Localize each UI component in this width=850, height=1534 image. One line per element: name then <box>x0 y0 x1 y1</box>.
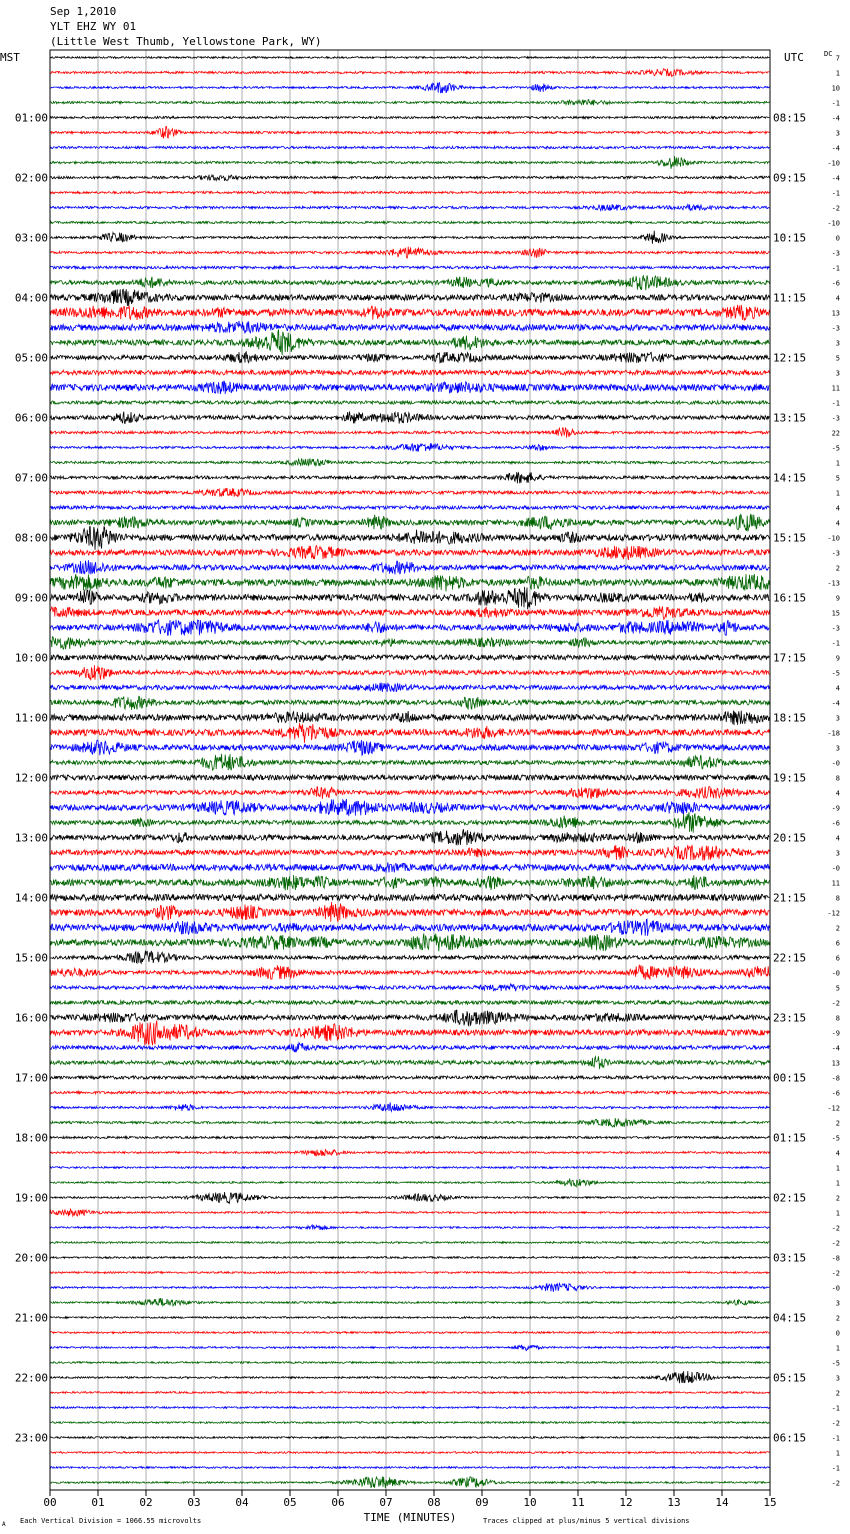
dc-offset-label-68: -8 <box>831 1074 840 1083</box>
trace-22 <box>50 381 769 394</box>
mst-hour-label: 04:00 <box>14 291 48 305</box>
mst-hour-label: 01:00 <box>14 111 48 125</box>
dc-offset-label-45: -18 <box>827 729 840 738</box>
trace-81 <box>50 1272 769 1274</box>
mst-hour-label: 19:00 <box>14 1191 48 1205</box>
utc-hour-label: 02:15 <box>773 1191 807 1205</box>
trace-9 <box>50 191 769 193</box>
dc-offset-label-31: 4 <box>835 519 840 528</box>
utc-hour-label: 01:15 <box>773 1131 807 1145</box>
trace-29 <box>50 488 769 497</box>
x-tick-label-02: 02 <box>139 1496 153 1509</box>
x-tick-label-07: 07 <box>379 1496 393 1509</box>
dc-offset-label-3: -1 <box>831 99 840 108</box>
trace-28 <box>50 472 769 484</box>
trace-33 <box>50 546 769 560</box>
dc-offset-label-34: 2 <box>835 564 840 573</box>
utc-hour-label: 19:15 <box>773 771 807 785</box>
trace-85 <box>50 1332 769 1334</box>
dc-offset-label-1: 1 <box>835 69 840 78</box>
trace-3 <box>50 100 769 106</box>
trace-53 <box>50 845 769 861</box>
trace-68 <box>50 1076 769 1079</box>
trace-35 <box>50 574 769 591</box>
mst-zone-label: MST <box>0 51 20 64</box>
trace-54 <box>50 862 769 872</box>
trace-49 <box>50 787 769 799</box>
mst-hour-label: 11:00 <box>14 711 48 725</box>
x-tick-label-00: 00 <box>43 1496 57 1509</box>
mst-hour-label: 13:00 <box>14 831 48 845</box>
trace-13 <box>50 247 769 259</box>
mst-hour-label: 03:00 <box>14 231 48 245</box>
x-tick-label-09: 09 <box>475 1496 489 1509</box>
trace-8 <box>50 175 769 181</box>
dc-offset-label-56: 8 <box>835 894 840 903</box>
trace-71 <box>50 1118 769 1127</box>
dc-offset-label-2: 10 <box>831 84 840 93</box>
trace-36 <box>50 587 769 609</box>
dc-offset-label-39: -1 <box>831 639 840 648</box>
dc-offset-label-40: 9 <box>835 654 840 663</box>
mst-hour-label: 10:00 <box>14 651 48 665</box>
trace-90 <box>50 1407 769 1409</box>
utc-zone-label: UTC <box>784 51 804 64</box>
dc-offset-label-8: -4 <box>831 174 840 183</box>
dc-offset-label-73: 4 <box>835 1149 840 1158</box>
x-tick-label-10: 10 <box>523 1496 537 1509</box>
seismic-traces <box>50 57 769 1489</box>
utc-hour-label: 21:15 <box>773 891 807 905</box>
dc-offset-label-55: 11 <box>831 879 840 888</box>
trace-40 <box>50 655 769 660</box>
mst-hour-label: 21:00 <box>14 1311 48 1325</box>
dc-offset-label-50: -9 <box>831 804 840 813</box>
dc-offset-label-47: -0 <box>831 759 840 768</box>
dc-offset-label-66: -4 <box>831 1044 840 1053</box>
dc-offset-label-81: -2 <box>831 1269 840 1278</box>
dc-offset-label-41: -5 <box>831 669 840 678</box>
dc-offset-label-9: -1 <box>831 189 840 198</box>
trace-80 <box>50 1257 769 1259</box>
dc-offset-label-58: 2 <box>835 924 840 933</box>
mst-hour-label: 15:00 <box>14 951 48 965</box>
dc-offset-label-59: 6 <box>835 939 840 948</box>
utc-hour-label: 22:15 <box>773 951 807 965</box>
trace-0 <box>50 57 769 59</box>
utc-hour-label: 16:15 <box>773 591 807 605</box>
trace-83 <box>50 1298 769 1306</box>
utc-hour-label: 14:15 <box>773 471 807 485</box>
dc-offset-label-84: 2 <box>835 1314 840 1323</box>
dc-offset-label-38: -3 <box>831 624 840 633</box>
trace-91 <box>50 1422 769 1424</box>
dc-offset-label-11: -10 <box>827 219 840 228</box>
trace-70 <box>50 1103 769 1112</box>
trace-23 <box>50 401 769 405</box>
dc-offset-label-76: 2 <box>835 1194 840 1203</box>
dc-offset-label-21: 3 <box>835 369 840 378</box>
dc-offset-label-10: -2 <box>831 204 840 213</box>
mst-hour-label: 05:00 <box>14 351 48 365</box>
dc-offset-label-27: 1 <box>835 459 840 468</box>
dc-offset-label-67: 13 <box>831 1059 840 1068</box>
dc-offset-label-19: 3 <box>835 339 840 348</box>
dc-offset-label-30: 4 <box>835 504 840 513</box>
utc-hour-label: 04:15 <box>773 1311 807 1325</box>
dc-offset-label-80: -8 <box>831 1254 840 1263</box>
trace-41 <box>50 665 769 680</box>
mst-hour-label: 08:00 <box>14 531 48 545</box>
dc-offset-label-75: 1 <box>835 1179 840 1188</box>
trace-73 <box>50 1149 769 1156</box>
dc-offset-label-86: 1 <box>835 1344 840 1353</box>
trace-46 <box>50 740 769 755</box>
mst-hour-label: 02:00 <box>14 171 48 185</box>
dc-offset-label-44: 3 <box>835 714 840 723</box>
trace-93 <box>50 1452 769 1454</box>
mst-hour-label: 09:00 <box>14 591 48 605</box>
dc-offset-label-70: -12 <box>827 1104 840 1113</box>
dc-offset-label-43: -4 <box>831 699 840 708</box>
utc-hour-label: 12:15 <box>773 351 807 365</box>
dc-offset-label-89: 2 <box>835 1389 840 1398</box>
utc-hour-label: 13:15 <box>773 411 807 425</box>
mst-hour-label: 14:00 <box>14 891 48 905</box>
dc-offset-label-49: 4 <box>835 789 840 798</box>
dc-offset-label-82: -0 <box>831 1284 840 1293</box>
trace-57 <box>50 902 769 922</box>
dc-offset-label-53: 3 <box>835 849 840 858</box>
trace-56 <box>50 894 769 901</box>
trace-25 <box>50 428 769 438</box>
dc-offset-label-4: -4 <box>831 114 840 123</box>
trace-16 <box>50 289 769 306</box>
utc-hour-label: 09:15 <box>773 171 807 185</box>
x-tick-label-05: 05 <box>283 1496 297 1509</box>
trace-7 <box>50 156 769 169</box>
corner-mark: A <box>2 1521 6 1528</box>
trace-34 <box>50 560 769 574</box>
trace-38 <box>50 620 769 636</box>
trace-79 <box>50 1242 769 1244</box>
dc-offset-label-61: -0 <box>831 969 840 978</box>
utc-hour-label: 08:15 <box>773 111 807 125</box>
trace-31 <box>50 514 769 531</box>
dc-offset-label-7: -10 <box>827 159 840 168</box>
utc-hour-label: 10:15 <box>773 231 807 245</box>
x-tick-label-06: 06 <box>331 1496 345 1509</box>
trace-87 <box>50 1362 769 1364</box>
trace-47 <box>50 754 769 771</box>
dc-offset-label-87: -5 <box>831 1359 840 1368</box>
trace-15 <box>50 275 769 290</box>
trace-27 <box>50 458 769 466</box>
trace-37 <box>50 606 769 619</box>
utc-hour-label: 11:15 <box>773 291 807 305</box>
trace-61 <box>50 965 769 980</box>
trace-58 <box>50 919 769 936</box>
trace-78 <box>50 1225 769 1230</box>
utc-hour-label: 17:15 <box>773 651 807 665</box>
dc-offset-label-54: -0 <box>831 864 840 873</box>
trace-19 <box>50 330 769 356</box>
trace-17 <box>50 305 769 320</box>
x-tick-label-13: 13 <box>667 1496 681 1509</box>
x-tick-label-01: 01 <box>91 1496 105 1509</box>
dc-offset-label-92: -1 <box>831 1434 840 1443</box>
dc-offset-label-88: 3 <box>835 1374 840 1383</box>
dc-offset-label-79: -2 <box>831 1239 840 1248</box>
dc-offset-label-52: 4 <box>835 834 840 843</box>
trace-21 <box>50 370 769 375</box>
utc-hour-label: 18:15 <box>773 711 807 725</box>
trace-20 <box>50 352 769 363</box>
trace-48 <box>50 775 769 780</box>
x-tick-label-15: 15 <box>763 1496 777 1509</box>
trace-65 <box>50 1021 769 1046</box>
dc-label: DC <box>824 50 833 58</box>
dc-offset-label-65: -9 <box>831 1029 840 1038</box>
dc-offset-label-90: -1 <box>831 1404 840 1413</box>
trace-63 <box>50 1001 769 1005</box>
utc-hour-label: 23:15 <box>773 1011 807 1025</box>
dc-offset-label-74: 1 <box>835 1164 840 1173</box>
location-label: (Little West Thumb, Yellowstone Park, WY) <box>50 35 322 48</box>
dc-offset-label-71: 2 <box>835 1119 840 1128</box>
x-axis-title: TIME (MINUTES) <box>363 1511 457 1524</box>
dc-offset-label-42: 4 <box>835 684 840 693</box>
dc-offset-label-0: 7 <box>835 54 840 63</box>
x-tick-label-14: 14 <box>715 1496 729 1509</box>
dc-offset-label-29: 1 <box>835 489 840 498</box>
dc-offset-label-33: -3 <box>831 549 840 558</box>
x-tick-label-08: 08 <box>427 1496 441 1509</box>
trace-18 <box>50 321 769 334</box>
dc-offset-label-25: 22 <box>831 429 840 438</box>
x-tick-label-11: 11 <box>571 1496 585 1509</box>
mst-hour-label: 22:00 <box>14 1371 48 1385</box>
dc-offset-label-85: 0 <box>835 1329 840 1338</box>
dc-offset-label-64: 8 <box>835 1014 840 1023</box>
dc-offset-label-14: -1 <box>831 264 840 273</box>
trace-24 <box>50 412 769 425</box>
trace-11 <box>50 221 769 223</box>
trace-45 <box>50 723 769 743</box>
trace-30 <box>50 506 769 510</box>
dc-offset-label-22: 11 <box>831 384 840 393</box>
trace-94 <box>50 1467 769 1469</box>
trace-51 <box>50 812 769 833</box>
dc-offset-label-13: -3 <box>831 249 840 258</box>
trace-82 <box>50 1283 769 1292</box>
dc-offset-label-32: -10 <box>827 534 840 543</box>
trace-95 <box>50 1477 769 1489</box>
dc-offset-label-36: 9 <box>835 594 840 603</box>
dc-offset-label-35: -13 <box>827 579 840 588</box>
mst-hour-label: 23:00 <box>14 1431 48 1445</box>
dc-offset-label-60: 6 <box>835 954 840 963</box>
mst-hour-label: 16:00 <box>14 1011 48 1025</box>
dc-offset-label-20: 5 <box>835 354 840 363</box>
trace-39 <box>50 637 769 650</box>
dc-offset-label-48: 8 <box>835 774 840 783</box>
date-label: Sep 1,2010 <box>50 5 117 18</box>
dc-offset-label-62: 5 <box>835 984 840 993</box>
axis-labels <box>0 50 840 1528</box>
mst-hour-label: 06:00 <box>14 411 48 425</box>
dc-offset-label-94: -1 <box>831 1464 840 1473</box>
dc-offset-label-72: -5 <box>831 1134 840 1143</box>
dc-offset-label-18: -3 <box>831 324 840 333</box>
trace-67 <box>50 1056 769 1069</box>
trace-26 <box>50 443 769 451</box>
trace-32 <box>50 526 769 550</box>
trace-59 <box>50 934 769 952</box>
trace-69 <box>50 1091 769 1094</box>
dc-offset-label-95: -2 <box>831 1479 840 1488</box>
trace-77 <box>50 1209 769 1216</box>
x-tick-label-03: 03 <box>187 1496 201 1509</box>
trace-64 <box>50 1010 769 1026</box>
trace-42 <box>50 683 769 692</box>
trace-10 <box>50 204 769 211</box>
trace-74 <box>50 1167 769 1169</box>
trace-89 <box>50 1392 769 1394</box>
dc-offset-label-77: 1 <box>835 1209 840 1218</box>
mst-hour-label: 12:00 <box>14 771 48 785</box>
dc-offset-label-23: -1 <box>831 399 840 408</box>
dc-offset-label-37: 15 <box>831 609 840 618</box>
trace-6 <box>50 146 769 148</box>
trace-14 <box>50 266 769 269</box>
dc-offset-label-12: 0 <box>835 234 840 243</box>
utc-hour-label: 15:15 <box>773 531 807 545</box>
trace-55 <box>50 875 769 890</box>
dc-offset-label-15: -6 <box>831 279 840 288</box>
trace-52 <box>50 829 769 845</box>
utc-hour-label: 05:15 <box>773 1371 807 1385</box>
mst-hour-label: 17:00 <box>14 1071 48 1085</box>
mst-hour-label: 20:00 <box>14 1251 48 1265</box>
mst-hour-label: 18:00 <box>14 1131 48 1145</box>
mst-hour-label: 07:00 <box>14 471 48 485</box>
trace-60 <box>50 951 769 964</box>
trace-88 <box>50 1371 769 1383</box>
dc-offset-label-69: -6 <box>831 1089 840 1098</box>
trace-62 <box>50 984 769 991</box>
dc-offset-label-91: -2 <box>831 1419 840 1428</box>
dc-offset-label-93: 1 <box>835 1449 840 1458</box>
trace-75 <box>50 1179 769 1187</box>
dc-offset-label-63: -2 <box>831 999 840 1008</box>
clip-note: Traces clipped at plus/minus 5 vertical divisions <box>483 1517 690 1525</box>
trace-50 <box>50 799 769 816</box>
x-tick-label-04: 04 <box>235 1496 249 1509</box>
dc-offset-label-57: -12 <box>827 909 840 918</box>
trace-72 <box>50 1136 769 1138</box>
utc-hour-label: 20:15 <box>773 831 807 845</box>
dc-offset-label-26: -5 <box>831 444 840 453</box>
trace-66 <box>50 1043 769 1053</box>
utc-hour-label: 03:15 <box>773 1251 807 1265</box>
trace-5 <box>50 127 769 139</box>
x-tick-label-12: 12 <box>619 1496 633 1509</box>
dc-offset-label-17: 13 <box>831 309 840 318</box>
scale-note: Each Vertical Division = 1066.55 microvolts <box>20 1517 202 1525</box>
trace-4 <box>50 116 769 118</box>
trace-86 <box>50 1345 769 1351</box>
trace-12 <box>50 231 769 244</box>
trace-92 <box>50 1437 769 1439</box>
utc-hour-label: 00:15 <box>773 1071 807 1085</box>
dc-offset-label-6: -4 <box>831 144 840 153</box>
trace-43 <box>50 696 769 710</box>
dc-offset-label-78: -2 <box>831 1224 840 1233</box>
utc-hour-label: 06:15 <box>773 1431 807 1445</box>
station-label: YLT EHZ WY 01 <box>50 20 137 33</box>
trace-2 <box>50 83 769 94</box>
dc-offset-label-51: -6 <box>831 819 840 828</box>
dc-offset-label-5: 3 <box>835 129 840 138</box>
dc-offset-label-24: -3 <box>831 414 840 423</box>
dc-offset-label-16: 4 <box>835 294 840 303</box>
trace-1 <box>50 69 769 77</box>
trace-44 <box>50 711 769 726</box>
dc-offset-label-46: 3 <box>835 744 840 753</box>
trace-84 <box>50 1317 769 1319</box>
trace-76 <box>50 1192 769 1203</box>
dc-offset-label-83: 3 <box>835 1299 840 1308</box>
dc-offset-label-28: 5 <box>835 474 840 483</box>
